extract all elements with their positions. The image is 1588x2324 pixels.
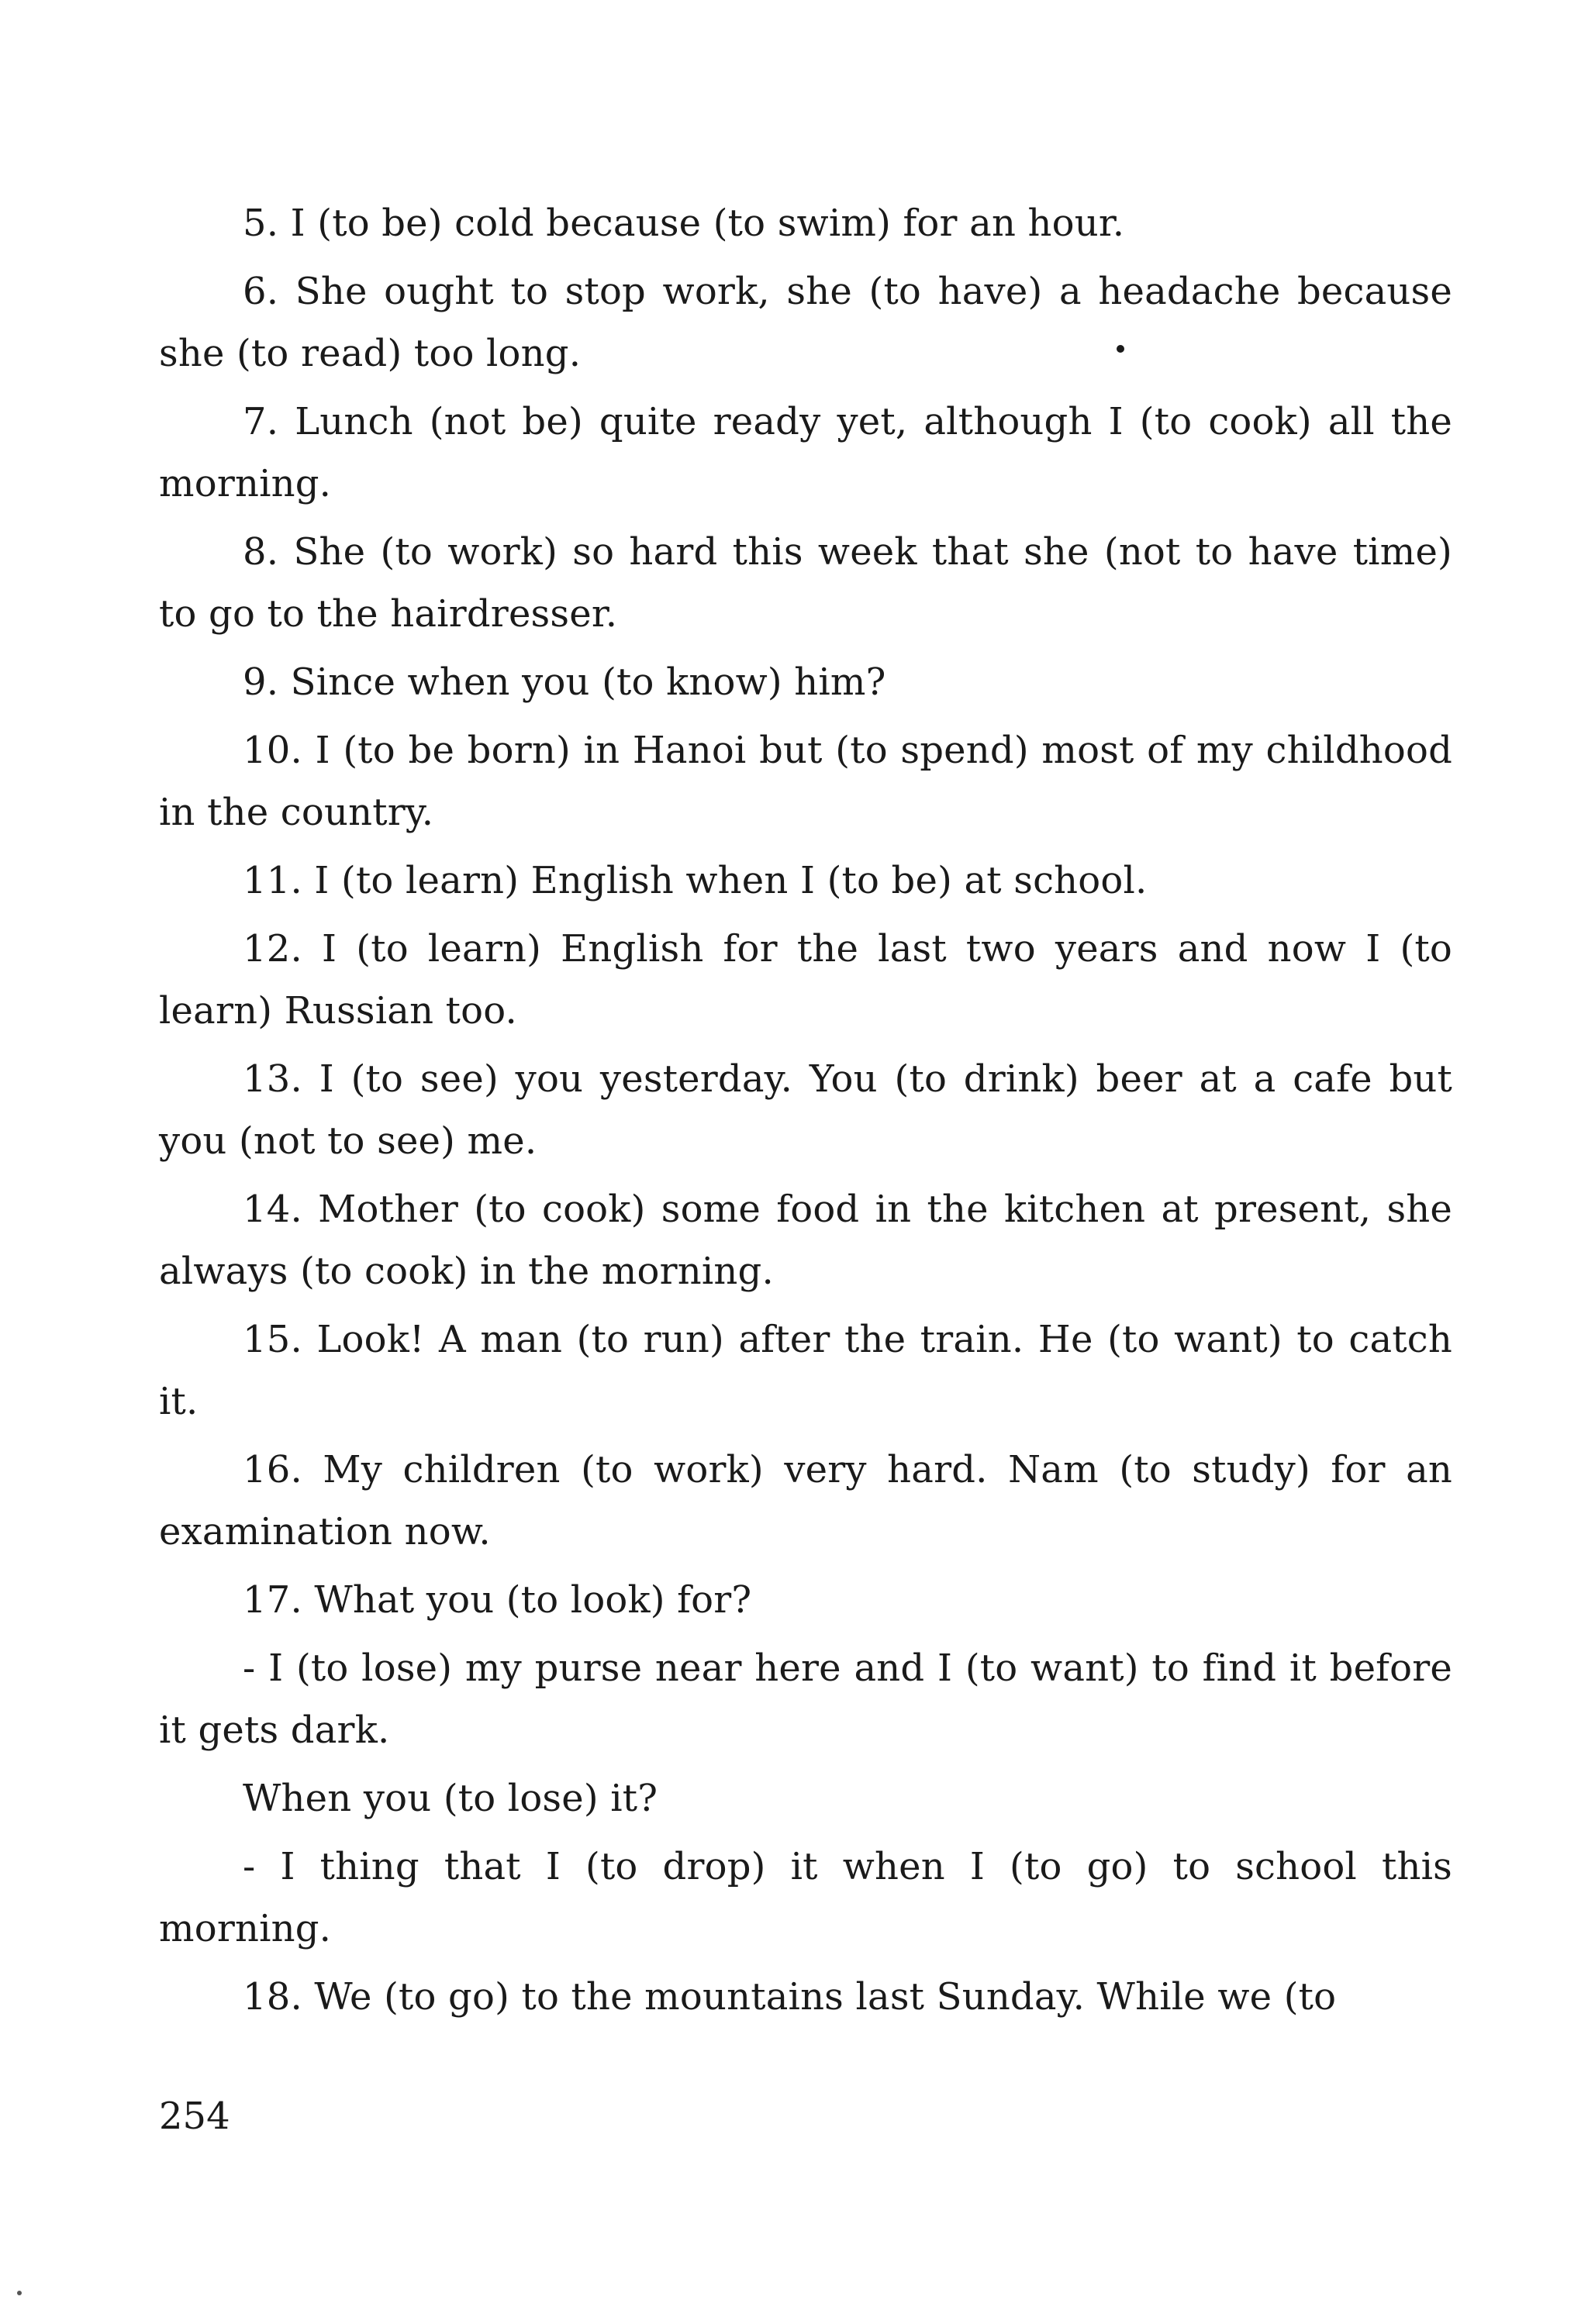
page-number: 254 — [159, 2095, 230, 2138]
exercise-item-7: 7. Lunch (not be) quite ready yet, although I (to cook) all the morning. — [159, 400, 1452, 505]
exercise-item-12: 12. I (to learn) English for the last two years and now I (to learn) Russian too. — [159, 927, 1452, 1033]
dialogue-line-answer-2: - I thing that I (to drop) it when I (to go) to school this morning. — [159, 1845, 1452, 1950]
exercise-item-16: 16. My children (to work) very hard. Nam (to study) for an examination now. — [159, 1448, 1452, 1553]
exercise-item-15: 15. Look! A man (to run) after the train. He (to want) to catch it. — [159, 1318, 1452, 1423]
dialogue-line-question-2: When you (to lose) it? — [243, 1777, 658, 1820]
exercise-item-5: 5. I (to be) cold because (to swim) for an hour. — [243, 202, 1125, 245]
exercise-text — [159, 192, 1452, 2034]
exercise-item-11: 11. I (to learn) English when I (to be) at school. — [243, 859, 1148, 902]
exercise-item-18: 18. We (to go) to the mountains last Sunday. While we (to — [243, 1975, 1337, 2019]
exercise-item-6: 6. She ought to stop work, she (to have) a headache because she (to read) too long. — [159, 270, 1452, 375]
exercise-item-13: 13. I (to see) you yesterday. You (to drink) beer at a cafe but you (not to see) me. — [159, 1057, 1452, 1163]
exercise-item-10: 10. I (to be born) in Hanoi but (to spend) most of my childhood in the country. — [159, 729, 1452, 834]
scan-speck — [1117, 345, 1124, 353]
scan-speck-corner — [17, 2291, 22, 2295]
exercise-item-17: 17. What you (to look) for? — [243, 1578, 752, 1622]
exercise-item-14: 14. Mother (to cook) some food in the kitchen at present, she always (to cook) in the morning. — [159, 1188, 1452, 1293]
dialogue-line-answer-1: - I (to lose) my purse near here and I (to want) to find it before it gets dark. — [159, 1646, 1452, 1752]
exercise-item-8: 8. She (to work) so hard this week that she (not to have time) to go to the hairdresser. — [159, 530, 1452, 636]
exercise-item-9: 9. Since when you (to know) him? — [243, 660, 886, 704]
